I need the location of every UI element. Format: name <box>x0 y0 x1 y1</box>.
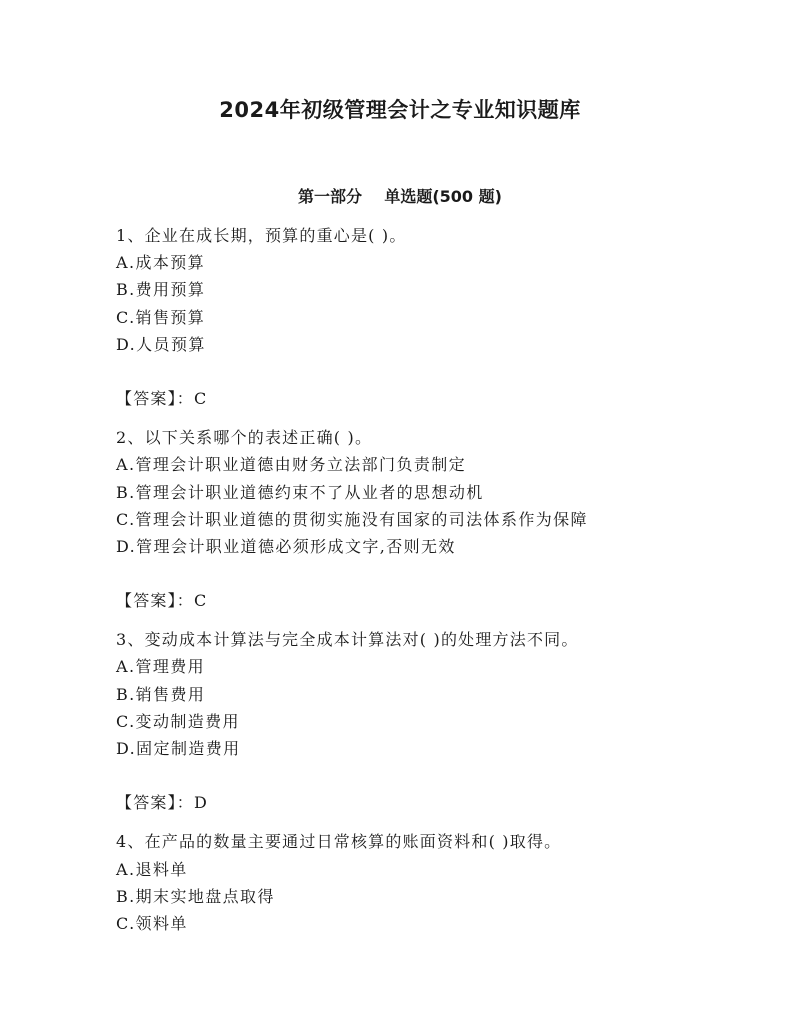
option-list <box>116 249 756 358</box>
option-list <box>116 653 756 762</box>
option-d: D.固定制造费用 <box>116 739 241 758</box>
option-a: A.管理费用 <box>116 657 206 677</box>
option-b: B.期末实地盘点取得 <box>116 886 275 906</box>
option-list <box>116 451 756 560</box>
question-list <box>116 222 756 937</box>
option-c: C.领料单 <box>116 913 188 933</box>
section-title: 第一部分 单选题(500 题) <box>298 187 502 206</box>
question-item <box>116 424 756 614</box>
question-stem: 4、在产品的数量主要通过日常核算的账面资料和( )取得。 <box>116 832 562 852</box>
answer-label: 【答案】：D <box>116 793 209 813</box>
answer-label: 【答案】：C <box>116 591 208 611</box>
question-stem: 2、以下关系哪个的表述正确( )。 <box>116 428 373 448</box>
option-a: A.成本预算 <box>116 253 206 273</box>
option-a: A.退料单 <box>116 859 188 879</box>
question-item <box>116 222 756 412</box>
option-c: C.变动制造费用 <box>116 711 240 731</box>
question-item <box>116 626 756 816</box>
option-a: A.管理会计职业道德由财务立法部门负责制定 <box>116 455 467 475</box>
answer-label: 【答案】：C <box>116 388 208 408</box>
option-c: C.管理会计职业道德的贯彻实施没有国家的司法体系作为保障 <box>116 509 588 529</box>
option-b: B.销售费用 <box>116 684 206 704</box>
option-d: D.人员预算 <box>116 334 206 354</box>
option-b: B.管理会计职业道德约束不了从业者的思想动机 <box>116 482 484 502</box>
option-b: B.费用预算 <box>116 280 206 300</box>
option-c: C.销售预算 <box>116 307 206 327</box>
document-title: 2024年初级管理会计之专业知识题库 <box>219 98 581 122</box>
question-stem: 3、变动成本计算法与完全成本计算法对( )的处理方法不同。 <box>116 630 579 650</box>
option-list <box>116 856 756 938</box>
option-d: D.管理会计职业道德必须形成文字,否则无效 <box>116 536 456 556</box>
question-stem: 1、企业在成长期，预算的重心是( )。 <box>116 226 407 245</box>
question-item <box>116 828 756 937</box>
